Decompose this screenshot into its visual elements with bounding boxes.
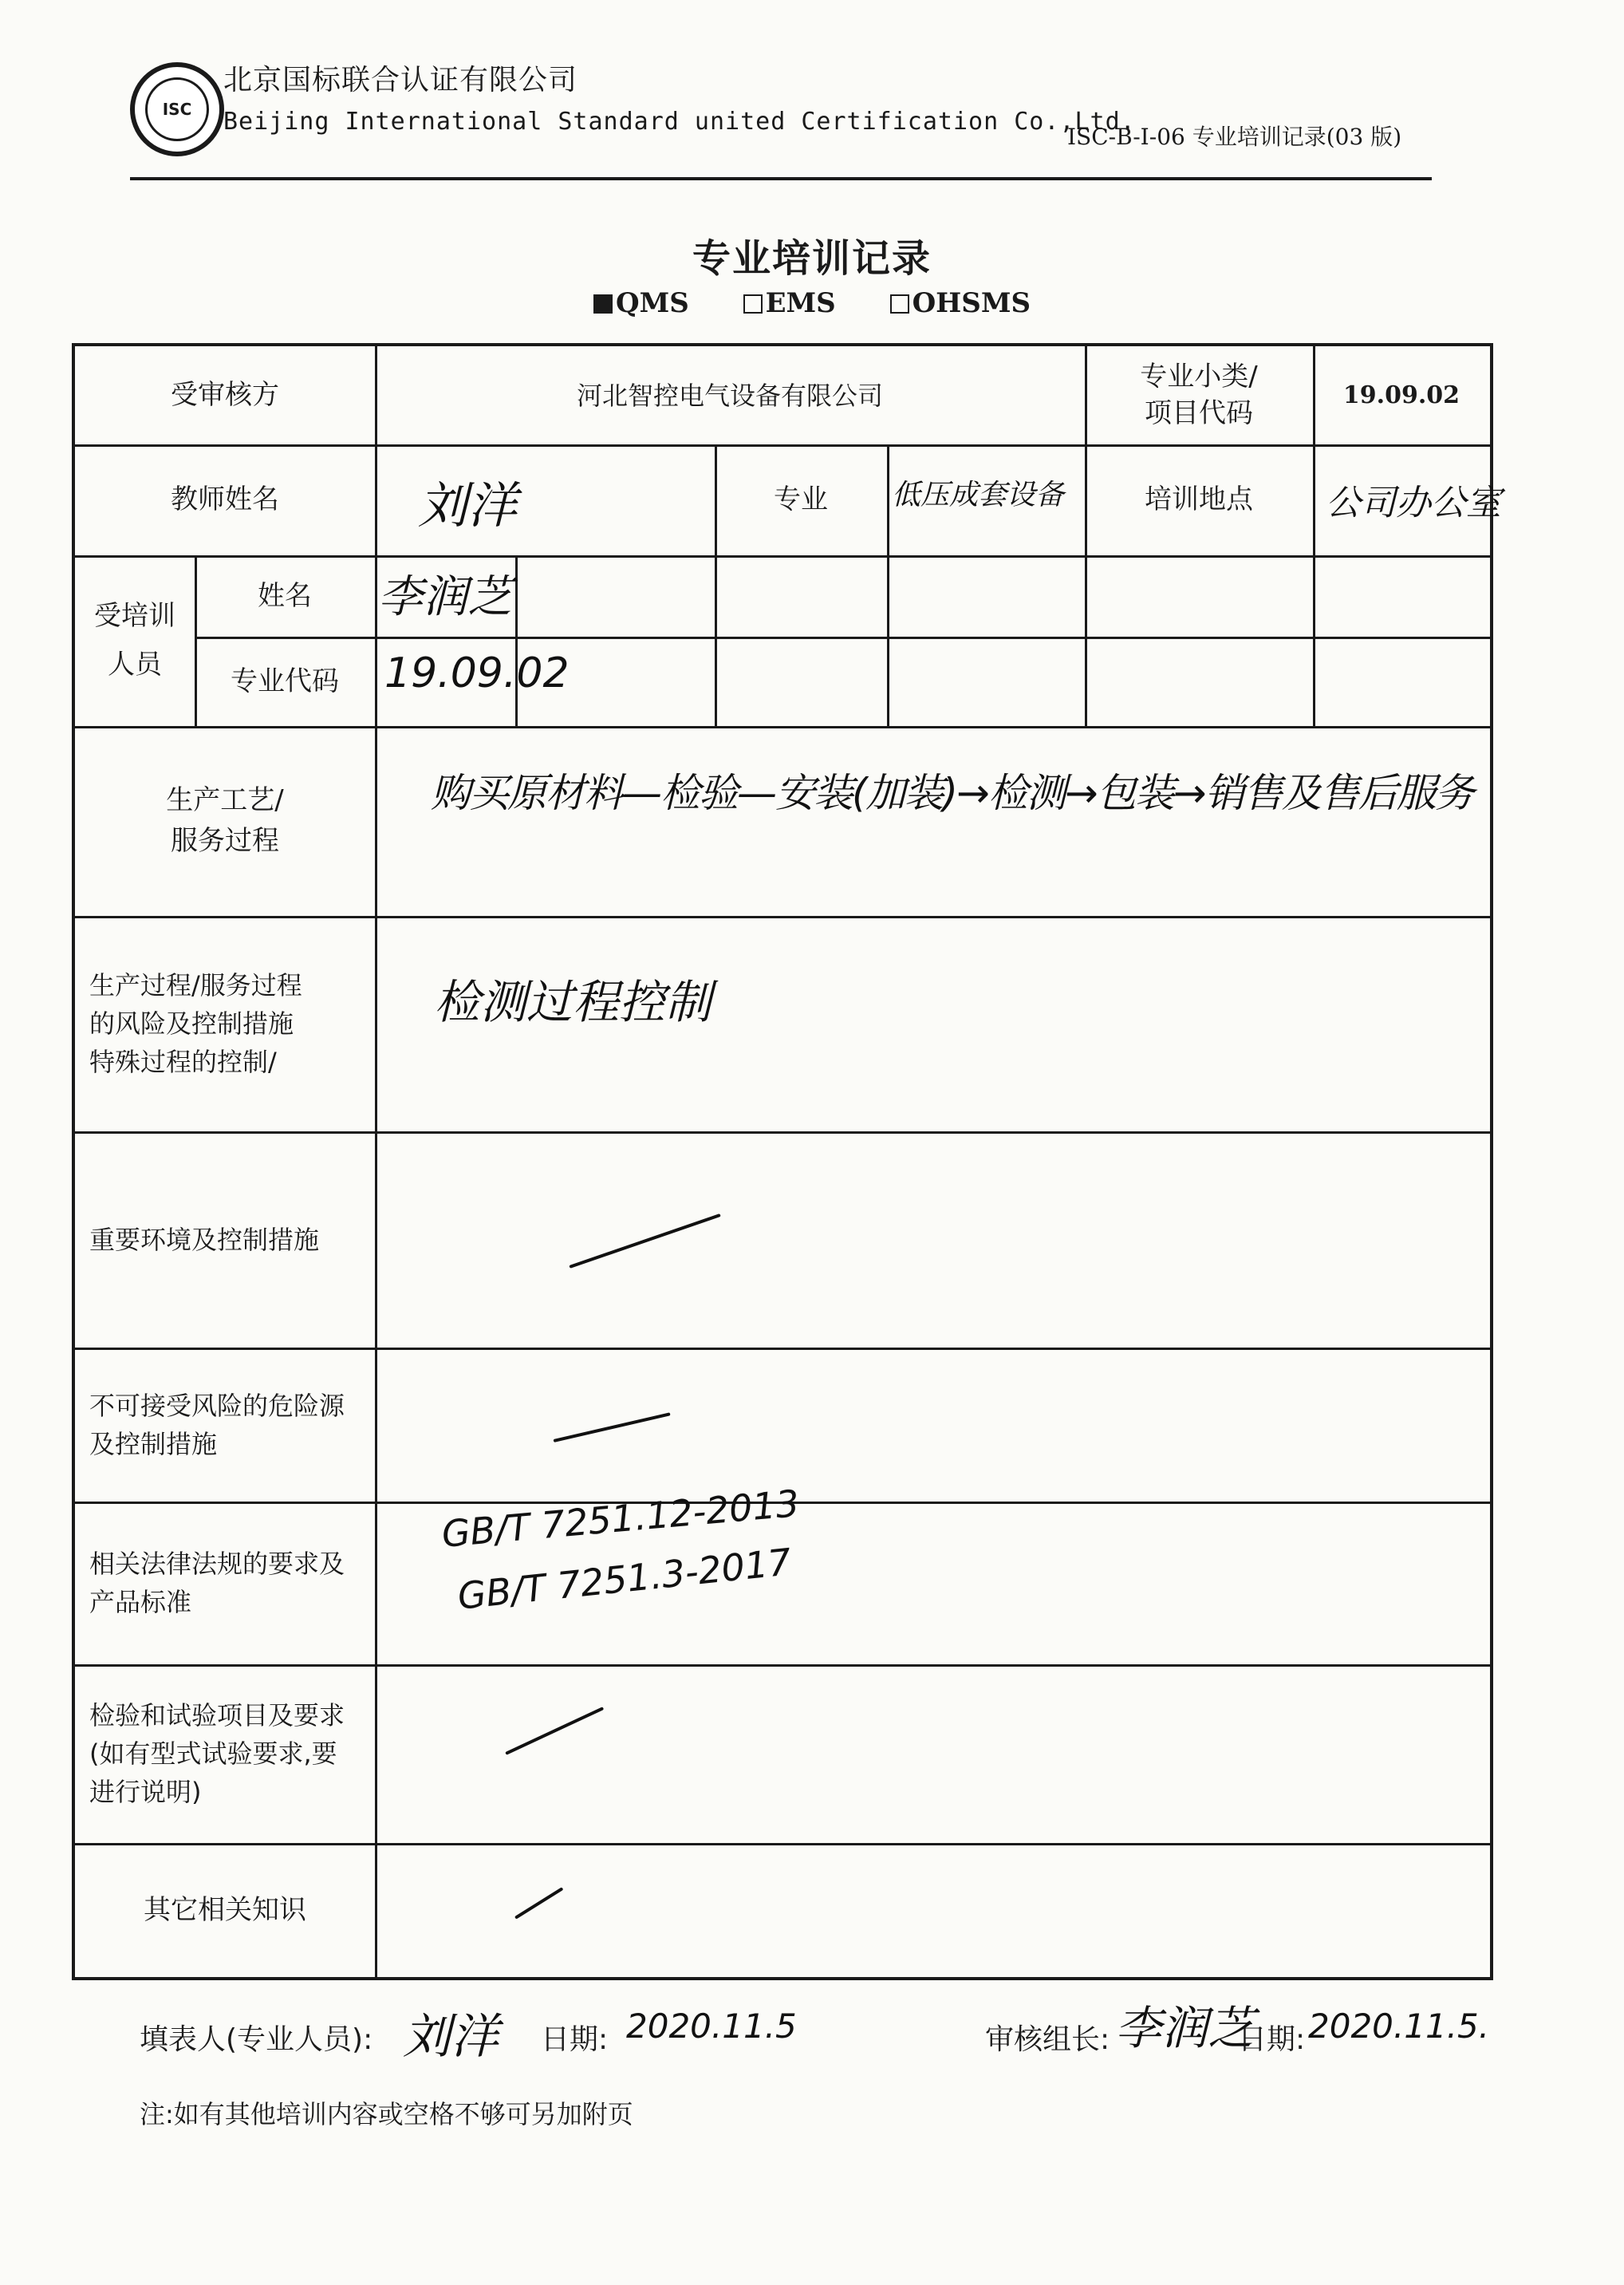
major-handwritten: 低压成套设备 (892, 479, 1065, 511)
page-title: 专业培训记录 (692, 236, 932, 281)
blank-dash-mark (514, 1887, 563, 1919)
checkbox-unchecked-icon (890, 294, 909, 314)
hazard-label: 不可接受风险的危险源 及控制措施 (89, 1390, 345, 1459)
qms-checkbox[interactable]: QMS (593, 287, 689, 319)
company-name-cn: 北京国标联合认证有限公司 (223, 64, 578, 97)
company-name-en: Beijing International Standard united Certification Co.,Ltd. (223, 108, 1136, 136)
location-handwritten: 公司办公室 (1326, 483, 1501, 523)
environment-label: 重要环境及控制措施 (89, 1224, 320, 1255)
blank-dash-mark (554, 1412, 671, 1442)
name-handwritten: 李润芝 (378, 571, 512, 623)
footnote: 注:如有其他培训内容或空格不够可另加附页 (140, 2099, 633, 2129)
auditee-value: 河北智控电气设备有限公司 (576, 380, 883, 411)
checkbox-unchecked-icon (743, 294, 763, 314)
blank-dash-mark (505, 1707, 604, 1755)
filler-label: 填表人(专业人员): (140, 2023, 373, 2056)
teacher-handwritten: 刘洋 (418, 476, 518, 535)
category-value: 19.09.02 (1342, 381, 1460, 409)
risk-label: 生产过程/服务过程 的风险及控制措施 特殊过程的控制/ (89, 970, 302, 1077)
auditee-label: 受审核方 (171, 379, 279, 411)
form-code: ISC-B-I-06 专业培训记录(03 版) (1067, 124, 1402, 150)
leader-signature: 李润芝 (1115, 2001, 1255, 2055)
header-divider (130, 177, 1432, 180)
checkbox-checked-icon (593, 294, 613, 314)
training-record-table (72, 343, 1501, 1980)
leader-date: 2020.11.5. (1308, 2007, 1490, 2046)
management-system-checkboxes (0, 287, 1624, 319)
leader-date-label: 日期: (1238, 2023, 1306, 2056)
trainee-label: 受培训 人员 (94, 599, 175, 681)
company-logo (130, 62, 224, 156)
teacher-label: 教师姓名 (171, 483, 279, 515)
test-label: 检验和试验项目及要求 (如有型式试验要求,要 进行说明) (89, 1700, 345, 1807)
law-handwritten-1: GB/T 7251.12-2013 (440, 1481, 801, 1556)
name-label: 姓名 (258, 579, 312, 612)
blank-dash-mark (569, 1214, 720, 1269)
leader-label: 审核组长: (985, 2023, 1110, 2056)
process-handwritten: 购买原材料—检验—安装(加装)→检测→包装→销售及售后服务 (431, 770, 1473, 816)
other-label: 其它相关知识 (144, 1893, 306, 1926)
process-label: 生产工艺/ 服务过程 (166, 784, 284, 857)
logo-text: ISC (145, 77, 209, 141)
ems-checkbox[interactable]: EMS (743, 287, 836, 319)
law-handwritten-2: GB/T 7251.3-2017 (455, 1540, 794, 1618)
law-label: 相关法律法规的要求及 产品标准 (89, 1549, 345, 1617)
category-label: 专业小类/ 项目代码 (1140, 360, 1258, 429)
code-handwritten: 19.09.02 (384, 649, 570, 697)
filler-date-label: 日期: (541, 2023, 609, 2056)
filler-date: 2020.11.5 (626, 2007, 797, 2046)
major-label: 专业 (774, 483, 828, 515)
ohsms-checkbox[interactable]: OHSMS (890, 287, 1031, 319)
location-label: 培训地点 (1145, 483, 1253, 515)
risk-handwritten: 检测过程控制 (434, 975, 712, 1029)
filler-signature: 刘洋 (403, 2009, 499, 2065)
code-label: 专业代码 (231, 665, 339, 697)
